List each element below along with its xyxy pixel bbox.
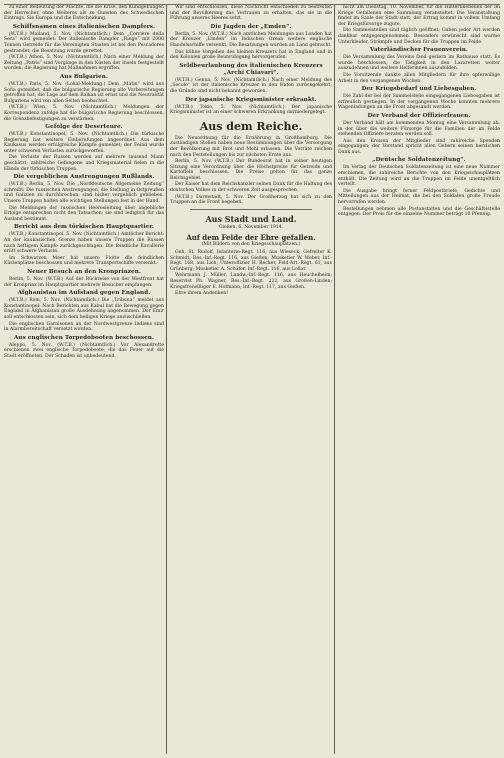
paragraph: Die Vorsitzende dankte allen Mitgliedern für ihre opferwillige Arbeit in den vergangenen Wochen.: [338, 72, 500, 84]
paragraph: Die englischen Garnisonen an der Nordwestgrenze Indiens sind in Alarmbereitschaft versetzt worden.: [4, 321, 164, 333]
divider: [190, 209, 312, 210]
paragraph: (W.T.B.) Konstantinopel, 5. Nov. (Nichtamtlich.) Amtlicher Bericht: An der kaukasischen Grenze haben unsere Truppen die Russen nach heftigem Kampfe zurückgeschlagen. Die feindliche Kavallerie erlitt schwere Verluste.: [4, 232, 164, 255]
paragraph: Im Schwarzen Meer hat unsere Flotte die feindlichen Küstenplätze beschossen und mehrere Transportschiffe versenkt.: [4, 255, 164, 267]
paragraph: Das kühne Vorgehen des kleinen Kreuzers hat in England und in den Kolonien große Beunruhigung hervorgerufen.: [170, 49, 332, 61]
paragraph: (W.T.B.) Mailand, 5. Nov. (Nichtamtlich.) Dem „Corriere della Sera“ wird gemeldet: Der italienische Dampfer „Ringo“ mit 2000 Tonnen Getreide für die Vereinigten Staaten ist bei den Pescadores gestrandet; die Besatzung wurde gerettet.: [4, 31, 164, 54]
column-right: [338, 5, 500, 754]
article-headline: Die vergeblichen Anstrengungen Rußlands.: [13, 174, 155, 181]
section-title-reich: Aus dem Reiche.: [199, 119, 303, 133]
paragraph: nicht am Dienstag, 10. November, für die Hinterbliebenen der im Kriege Gefallenen eine Sammlung veranstaltet. Die Veranstaltung findet im Saale der Stadt statt; der Ertrag kommt in vollem Umfang der Kriegsfürsorge zugute.: [338, 5, 500, 27]
article-headline: Gefolge der Deserteure.: [45, 124, 123, 131]
article-headline: Neuer Besuch an den Kronprinzen.: [27, 268, 141, 275]
paragraph: Die Versammlung des Vereins fand gestern im Rathause statt. Es wurde beschlossen, die Tätigkeit in den Lazaretten weiter auszudehnen und weitere Helferinnen auszubilden.: [338, 55, 500, 72]
paragraph: (W.T.B.) Konstantinopel, 5. Nov. (Nichtamtlich.) Die türkische Regierung hat weitere Einberufungen angeordnet. Aus dem Kaukasus werden erfolgreiche Kämpfe gemeldet; der Feind wurde unter schweren Verlusten zurückgeworfen.: [4, 132, 164, 154]
article-headline: Vaterländischer Frauenverein.: [370, 47, 468, 54]
paragraph: (W.T.B.) Darmstadt, 5. Nov. Der Großherzog hat sich zu den Truppen an die Front begeben.: [170, 194, 332, 206]
paragraph: Aus den Kreisen der Mitglieder sind zahlreiche Spenden eingegangen; der Vorstand spricht allen Gebern seinen herzlichen Dank aus.: [338, 138, 500, 155]
paragraph: Die Ausgabe bringt ferner Feldpostbriefe, Gedichte und Mitteilungen aus der Heimat, die bei den Soldaten große Freude hervorrufen werden.: [338, 188, 500, 206]
column-rule: [166, 5, 167, 754]
paragraph: (W.T.B.) Paris, 5. Nov. (Lokal-Meldung.) Dem „Matin“ wird aus Sofia gemeldet, daß die bulgarische Regierung alle Vorbereitungen getroffen hat; die Lage auf dem Balkan ist ernst und die Neutralität Bulgariens wird von allen Seiten beobachtet.: [4, 81, 164, 104]
paragraph: Geh. St. Rudolf, Infanterie-Regt. 116, aus Wieseck; Gefreiter K. Schmidt, Res.-Inf.-Regt. 116, aus Gießen; Musketier W. Weber, Inf.-Regt. 168, aus Lich; Unteroffizier H. Becker, Feld-Art.-Regt. 61, aus Grünberg; Musketier A. Schäfer, Inf.-Regt. 116, aus Lollar.: [170, 250, 332, 272]
paragraph: Die Meldungen der russischen Heeresleitung über angebliche Erfolge entsprechen nicht den Tatsachen; sie sind lediglich für das Ausland bestimmt.: [4, 205, 164, 222]
paragraph: (W.T.B.) Tokio, 5. Nov. (Nichtamtlich.) Der japanische Kriegsminister ist an einer schweren Erkrankung darniedergelegt.: [170, 104, 332, 116]
article-headline: Aus englischen Torpedobooten beschossen.: [13, 334, 155, 341]
article-headline: Seldbeurlaubung des italienischen Kreuzers „Archi Chiavari“.: [179, 62, 323, 76]
paragraph: Berlin, 5. Nov. (W.T.B.) Der Bundesrat hat in seiner heutigen Sitzung eine Verordnung über die Höchstpreise für Getreide und Kartoffeln beschlossen. Die Preise gelten für das ganze Reichsgebiet.: [170, 159, 332, 181]
honor-roll-note: (Mit Bildern von den Kriegsschauplätzen.): [201, 242, 301, 248]
article-headline: „Deutsche Soldatenzeitung“.: [372, 157, 466, 164]
article-headline: Afghanistan im Aufstand gegen England.: [17, 290, 151, 297]
article-headline: Aus Bulgarien.: [59, 73, 108, 80]
paragraph: Der Kaiser hat dem Reichskanzler seinen Dank für die Haltung des deutschen Volkes in der schweren Zeit ausgesprochen.: [170, 182, 332, 194]
paragraph: (W.T.B.) Rom, 5. Nov. (Nichtamtlich.) Die „Tribuna“ meldet aus Konstantinopel: Nach Berichten aus Kabul hat die Bewegung gegen England in Afghanistan große Ausdehnung angenommen. Der Emir soll entschlossen sein, sich dem heiligen Kriege anzuschließen.: [4, 298, 164, 320]
paragraph: Die Zahl der bei der Sammelstelle eingegangenen Liebesgaben ist erfreulich gestiegen. In der vergangenen Woche konnten mehrere Wagenladungen an die Front abgesandt werden.: [338, 94, 500, 111]
article-headline: Der japanische Kriegsminister erkrankt.: [185, 96, 317, 103]
paragraph: Berlin, 5. Nov. (W.T.B.) Nach amtlichen Meldungen aus London hat der Kreuzer „Emden“ im Indischen Ozean weitere englische Handelsschiffe versenkt. Die Besatzungen wurden an Land gebracht.: [170, 31, 332, 48]
paragraph: (W.T.B.) Berlin, 5. Nov. Die „Norddeutsche Allgemeine Zeitung“ schreibt: Die russischen Anstrengungen, die Stellung in Ostpreußen und Galizien zu durchbrechen, sind bisher vergeblich geblieben. Unsere Truppen halten alle wichtigen Stellungen fest in der Hand.: [4, 182, 164, 205]
paragraph: Der Verband hält am kommenden Montag eine Versammlung ab, in der über die weitere Fürsorge für die Familien der im Felde stehenden Offiziere beraten werden soll.: [338, 120, 500, 138]
article-headline: Bericht aus dem türkischen Hauptquartier.: [13, 224, 155, 231]
paragraph: zu einer Bedeutung der Mächte, die die Krise, den Kundgebungen der Herrscher, ohne Weiteres als zu Gunsten des Schwedischen Eintrags. Sie Europa und die Entscheidung.: [4, 5, 164, 22]
column-middle: [170, 5, 332, 754]
dateline: Gießen, 6. November 1914.: [218, 224, 284, 230]
honor-roll-title: Auf dem Felde der Ehre gefallen.: [186, 233, 316, 243]
paragraph: (W.T.B.) Athen, 5. Nov. (Nichtamtlich.) Nach einer Meldung der Zeitung „Patris“ sind Vorgänge in den Küsten der Inseln festgestellt worden; die Regierung hat Maßnahmen ergriffen.: [4, 55, 164, 72]
paragraph: Ehre ihrem Andenken!: [175, 291, 229, 297]
paragraph: (W.T.B.) Wien, 5. Nov. (Nichtamtlich.) Meldungen der Korrespondenz zufolge hat die bulgarische Regierung beschlossen, die Grenzbefestigungen zu verstärken.: [4, 105, 164, 122]
article-headline: Die Jagden der „Emden“.: [210, 23, 292, 30]
column-rule: [334, 5, 335, 754]
paragraph: Die Verluste der Russen werden auf mehrere tausend Mann geschätzt; zahlreiche Gefangene und Kriegsmaterial fielen in die Hände der türkischen Truppen.: [4, 155, 164, 172]
paragraph: Bestellungen nehmen alle Postanstalten und die Geschäftsstelle entgegen. Der Preis für die einzelne Nummer beträgt 10 Pfennig.: [338, 206, 500, 218]
article-headline: Der Kriegsbedarf und Liebesgaben.: [361, 86, 477, 93]
paragraph: Aleppo, 5. Nov. (W.T.B.) (Nichtamtlich.) Vor Alexandrette erschienen zwei englische Torpedoboote, die das Feuer auf die Stadt eröffneten. Der Schaden ist unbedeutend.: [4, 342, 164, 359]
column-left: [4, 5, 164, 754]
paragraph: Die Sammelstellen sind täglich geöffnet; Gaben jeder Art werden dankbar entgegengenommen. Besonders erwünscht sind warme Unterkleider, Strümpfe und Decken für die Truppen im Felde.: [338, 28, 500, 45]
paragraph: (W.T.B.) Genua, 5. Nov. (Nichtamtlich.) Nach einer Meldung des „Secolo“ ist der italienische Kreuzer in den Hafen zurückgekehrt; die Gründe sind nicht bekannt geworden.: [170, 77, 332, 94]
paragraph: Die Neuordnung für die Ernährung in Großhamburg. Die zuständigen Stellen haben neue Bestimmungen über die Versorgung der Bevölkerung mit Brot und Mehl erlassen. Die Vorräte reichen nach den Feststellungen bis zur nächsten Ernte aus.: [170, 135, 332, 158]
paragraph: Wehrmann J. Müller, Landw.-Inf.-Regt. 116, aus Heuchelheim; Reservist Ph. Wagner, Res.-Inf.-Regt. 222, aus Großen-Linden; Kriegsfreiwilliger E. Hofmann, Inf.-Regt. 117, aus Gießen.: [170, 273, 332, 290]
paragraph: Berlin, 5. Nov. (W.T.B.) Auf der Rückreise von der Westfront hat der Kronprinz im Hauptquartier mehrere Besucher empfangen.: [4, 276, 164, 288]
section-title-local: Aus Stadt und Land.: [205, 213, 297, 224]
paragraph: Wir sind entschlossen, diese Nachricht entschieden zu bestreiten und der Bevölkerung das Vertrauen zu erhalten, das sie in die Führung unseres Heeres setzt.: [170, 5, 332, 22]
article-headline: Der Verband der Offizierfrauen.: [367, 112, 471, 119]
article-headline: Schiffsnamen eines italienischen Dampfers.: [12, 23, 156, 30]
paragraph: Im Verlag der Deutschen Soldatenzeitung ist eine neue Nummer erschienen, die zahlreiche Berichte von den Kriegsschauplätzen enthält. Die Zeitung wird an die Truppen im Felde unentgeltlich verteilt.: [338, 165, 500, 188]
